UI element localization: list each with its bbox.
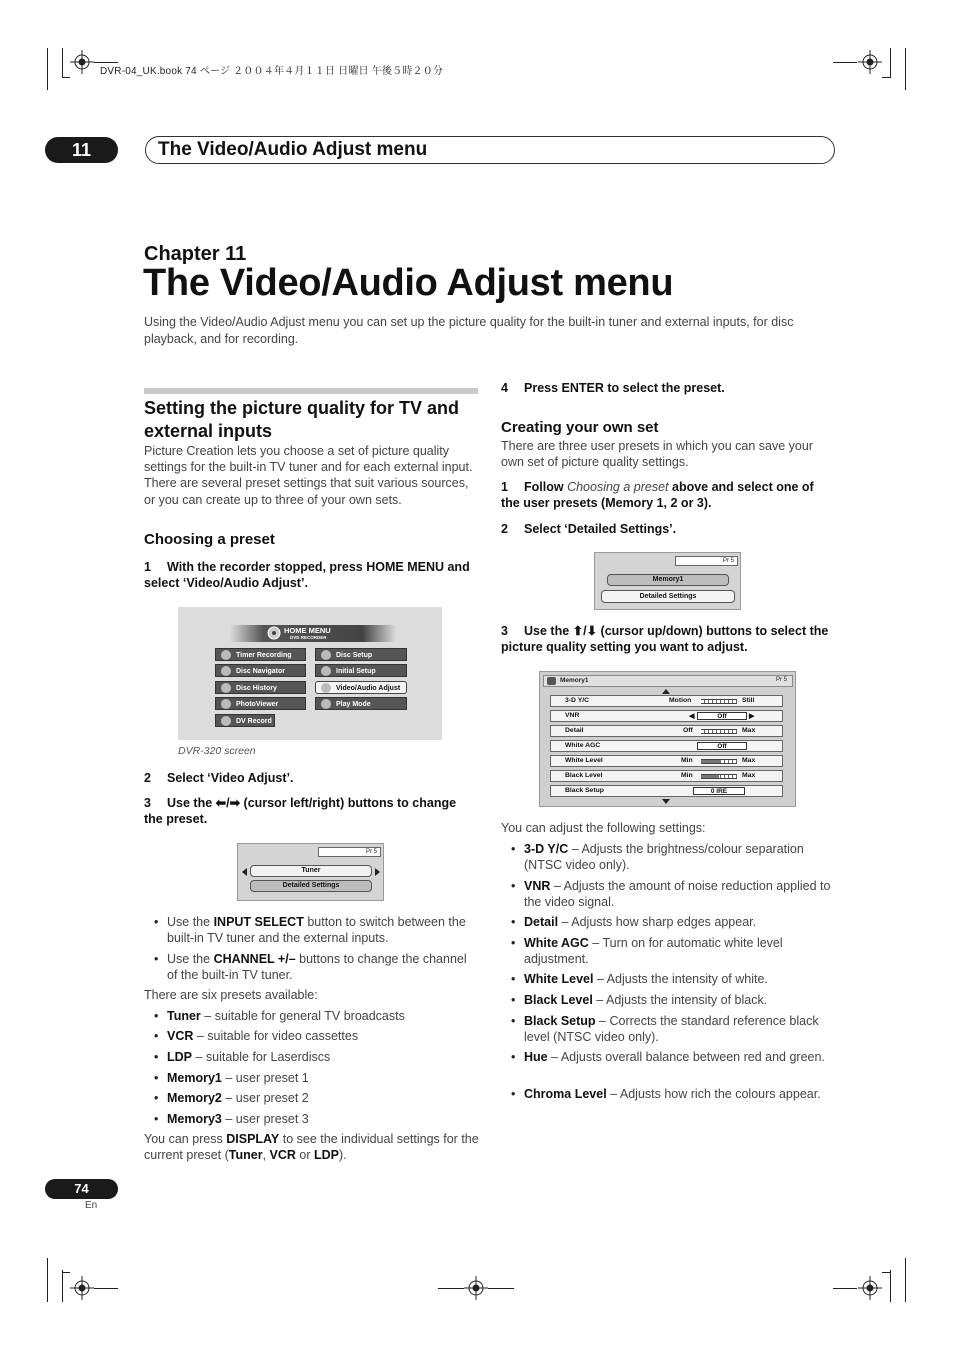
presets-intro: There are six presets available:: [144, 988, 318, 1002]
home-menu-screen: [178, 607, 442, 740]
adjust-screen-title: Memory1: [560, 677, 589, 684]
language-code: En: [85, 1200, 98, 1211]
scroll-up-icon[interactable]: [662, 689, 670, 694]
tuner-preset-screen: [237, 843, 384, 901]
setting-row-black-setup[interactable]: Black Setup 0 IRE: [550, 785, 783, 797]
left-arrow-icon[interactable]: [242, 868, 247, 876]
adjust-icon: [321, 683, 331, 693]
menu-item-timer-recording[interactable]: Timer Recording: [215, 648, 306, 661]
setting-desc: • White AGC – Turn on for automatic white level adjustment.: [524, 935, 836, 967]
chapter-bar-title: The Video/Audio Adjust menu: [158, 139, 428, 160]
own-step-3-number: 3: [501, 624, 508, 638]
slider-detail[interactable]: [701, 729, 737, 734]
setting-desc: • VNR – Adjusts the amount of noise reduction applied to the video signal.: [524, 878, 836, 910]
preset-item: • VCR – suitable for video cassettes: [167, 1028, 479, 1044]
camera-icon: [221, 716, 231, 726]
setting-desc: • Hue – Adjusts overall balance between red and green.: [524, 1049, 836, 1065]
section-title: Setting the picture quality for TV and external inputs: [144, 398, 460, 441]
preset-item: • Memory1 – user preset 1: [167, 1070, 479, 1086]
memory-preset-screen: [594, 552, 741, 610]
section-text: Picture Creation lets you choose a set of picture quality settings for the built-in TV tuner and for each external input. There are several preset settings that suit various sources, or you can create up to three of your own sets.: [144, 444, 473, 507]
preset-item: • LDP – suitable for Laserdiscs: [167, 1049, 479, 1065]
preset-item: • Tuner – suitable for general TV broadcasts: [167, 1008, 479, 1024]
section-rule: [144, 388, 478, 394]
own-set-text: There are three user presets in which you can save your own set of picture quality settings.: [501, 439, 813, 470]
step-4-number: 4: [501, 381, 508, 395]
registration-mark-icon: [70, 50, 94, 74]
step-2-text: Select ‘Video Adjust’.: [167, 771, 294, 785]
own-step-2-text: Select ‘Detailed Settings’.: [524, 522, 677, 536]
preset-tuner[interactable]: Tuner: [250, 865, 372, 877]
bullet-channel: • Use the CHANNEL +/– buttons to change the channel of the built-in TV tuner.: [167, 951, 479, 983]
registration-mark-icon: [464, 1276, 488, 1300]
intro-paragraph: Using the Video/Audio Adjust menu you can set up the picture quality for the built-in tuner and external inputs, for disc playback, and for recording.: [144, 315, 794, 346]
own-step-1-number: 1: [501, 480, 508, 494]
right-arrow-icon[interactable]: [375, 868, 380, 876]
setting-desc: • White Level – Adjusts the intensity of white.: [524, 971, 836, 987]
preset-memory1[interactable]: Memory1: [607, 574, 729, 586]
menu-item-photoviewer[interactable]: PhotoViewer: [215, 697, 306, 710]
own-step-2-number: 2: [501, 522, 508, 536]
screen-caption: DVR-320 screen: [178, 745, 256, 757]
display-paragraph: You can press DISPLAY to see the individual settings for the current preset (Tuner, VCR or LDP).: [144, 1132, 479, 1163]
program-indicator: Pr 5: [318, 847, 381, 857]
preset-item: • Memory2 – user preset 2: [167, 1090, 479, 1106]
menu-item-dv-record[interactable]: DV Record: [215, 714, 275, 727]
menu-item-initial-setup[interactable]: Initial Setup: [315, 664, 407, 677]
picture-adjust-screen: [539, 671, 796, 807]
scroll-down-icon[interactable]: [662, 799, 670, 804]
program-indicator: Pr 5: [675, 556, 738, 566]
history-icon: [221, 683, 231, 693]
setting-desc: • Black Level – Adjusts the intensity of black.: [524, 992, 836, 1008]
step-3-number: 3: [144, 796, 151, 810]
menu-item-video-audio-adjust[interactable]: Video/Audio Adjust: [315, 681, 407, 694]
setting-row-vnr[interactable]: VNR ◀ Off ▶: [550, 710, 783, 722]
setting-desc: • 3-D Y/C – Adjusts the brightness/colour separation (NTSC video only).: [524, 841, 836, 873]
subsection-title-own-set: Creating your own set: [501, 419, 659, 436]
left-right-arrows-icon: ⬅/➡: [215, 796, 241, 810]
menu-item-disc-navigator[interactable]: Disc Navigator: [215, 664, 306, 677]
own-step-3-text: Use the ⬆/⬇ (cursor up/down) buttons to select the picture quality setting you want to adjust.: [501, 624, 829, 655]
gear-icon: [321, 666, 331, 676]
home-menu-subtitle: DVD RECORDER: [290, 635, 327, 640]
play-icon: [321, 699, 331, 709]
menu-item-play-mode[interactable]: Play Mode: [315, 697, 407, 710]
disc-icon: [321, 650, 331, 660]
adjust-program-indicator: Pr 5: [776, 677, 788, 683]
preset-item: • Memory3 – user preset 3: [167, 1111, 479, 1127]
detailed-settings-button[interactable]: Detailed Settings: [601, 590, 735, 603]
home-menu-title: HOME MENU: [284, 626, 331, 635]
memory-icon: [547, 677, 556, 685]
step-2-number: 2: [144, 771, 151, 785]
slider-3d-yc[interactable]: [701, 699, 737, 704]
step-1-number: 1: [144, 560, 151, 574]
slider-white-level[interactable]: [701, 759, 737, 764]
left-arrow-icon[interactable]: ◀: [689, 713, 695, 720]
disc-icon: [267, 626, 281, 640]
setting-desc: • Detail – Adjusts how sharp edges appear.: [524, 914, 836, 930]
chapter-title-bar: [145, 136, 835, 164]
registration-mark-icon: [858, 50, 882, 74]
step-4-text: Press ENTER to select the preset.: [524, 381, 725, 395]
step-1-text: With the recorder stopped, press HOME MENU and select ‘Video/Audio Adjust’.: [144, 560, 470, 591]
chapter-label: Chapter 11: [144, 243, 247, 265]
own-step-1-text: Follow Choosing a preset above and select one of the user presets (Memory 1, 2 or 3).: [501, 480, 814, 511]
setting-row-white-agc[interactable]: White AGC Off: [550, 740, 783, 752]
clock-icon: [221, 650, 231, 660]
setting-row-3d-yc[interactable]: 3-D Y/C Motion Still: [550, 695, 783, 707]
photo-icon: [221, 699, 231, 709]
page-title: The Video/Audio Adjust menu: [143, 262, 674, 304]
subsection-title: Choosing a preset: [144, 531, 275, 548]
up-down-arrows-icon: ⬆/⬇: [572, 624, 598, 638]
setting-desc: • Chroma Level – Adjusts how rich the colours appear.: [524, 1086, 836, 1102]
right-arrow-icon[interactable]: ▶: [749, 713, 755, 720]
registration-mark-icon: [70, 1276, 94, 1300]
bullet-input-select: • Use the INPUT SELECT button to switch between the built-in TV tuner and the external inputs.: [167, 914, 479, 946]
step-3-text: Use the ⬅/➡ (cursor left/right) buttons to change the preset.: [144, 796, 457, 827]
menu-item-disc-history[interactable]: Disc History: [215, 681, 306, 694]
vnr-value[interactable]: Off: [697, 712, 747, 720]
adjust-intro: You can adjust the following settings:: [501, 821, 706, 835]
detailed-settings-button[interactable]: Detailed Settings: [250, 880, 372, 892]
menu-item-disc-setup[interactable]: Disc Setup: [315, 648, 407, 661]
registration-mark-icon: [858, 1276, 882, 1300]
setting-desc: • Black Setup – Corrects the standard reference black level (NTSC video only).: [524, 1013, 836, 1045]
setting-row-white-level[interactable]: White Level Min Max: [550, 755, 783, 767]
slider-black-level[interactable]: [701, 774, 737, 779]
chapter-number-badge: 11: [45, 137, 118, 163]
disc-icon: [221, 666, 231, 676]
black-setup-value[interactable]: 0 IRE: [693, 787, 745, 795]
setting-row-black-level[interactable]: Black Level Min Max: [550, 770, 783, 782]
page-number-badge: 74: [45, 1179, 118, 1199]
setting-row-detail[interactable]: Detail Off Max: [550, 725, 783, 737]
white-agc-value[interactable]: Off: [697, 742, 747, 750]
file-info-line: DVR-04_UK.book 74 ページ ２００４年４月１１日 日曜日 午後５時２０分: [100, 66, 444, 77]
